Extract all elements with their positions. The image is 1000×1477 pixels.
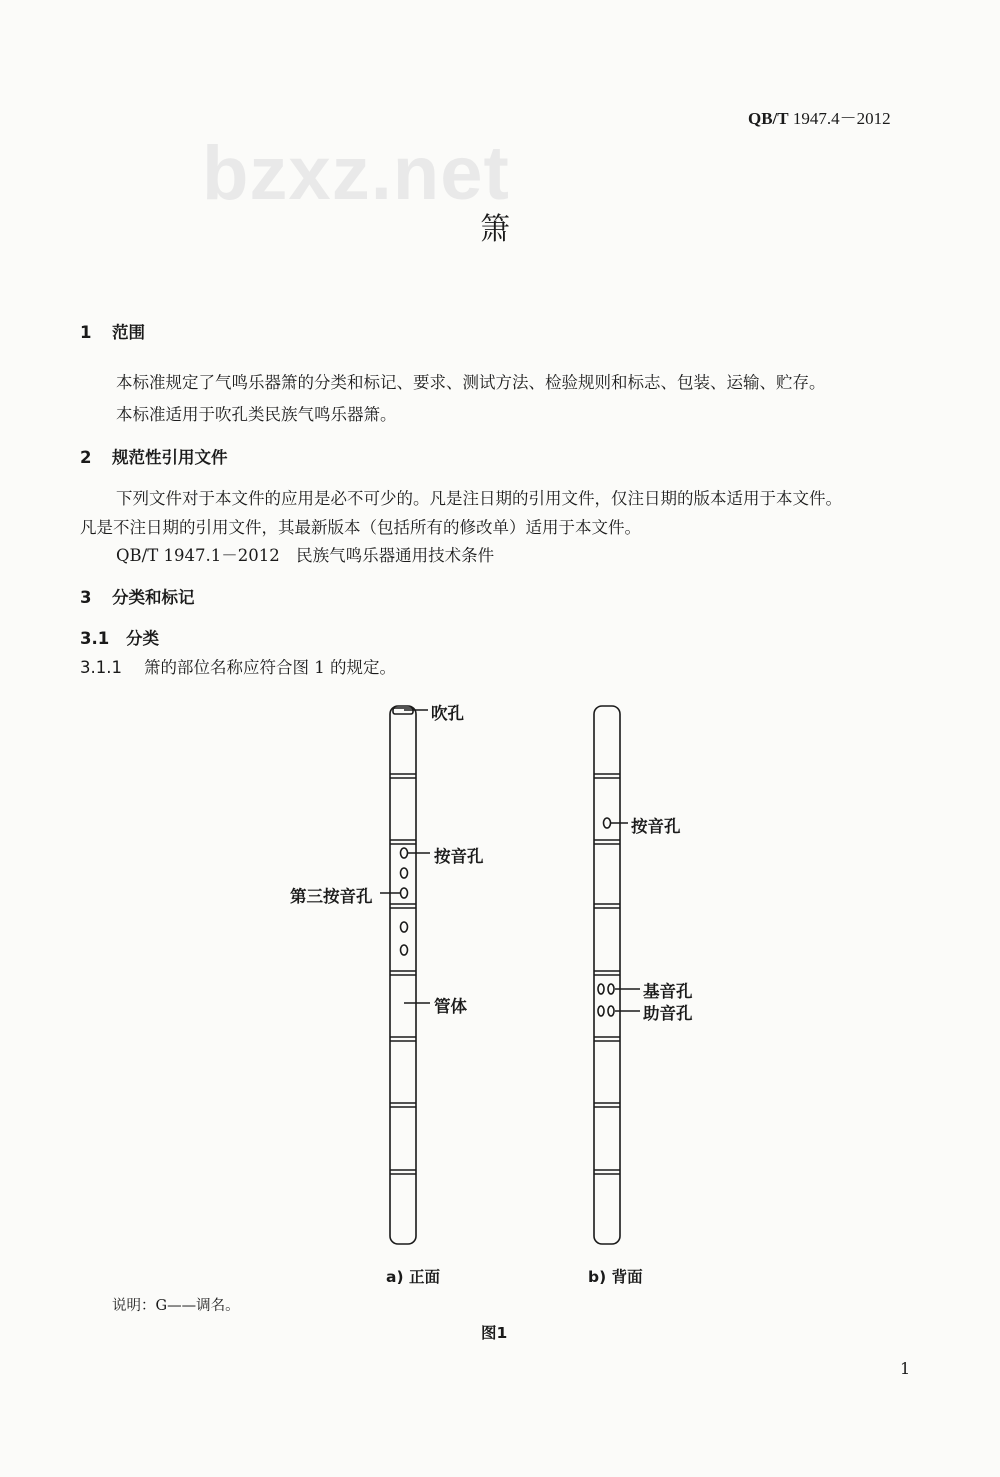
- section-3-1-heading: 3.1 分类: [80, 629, 159, 648]
- section-2-paragraph-line-1: 下列文件对于本文件的应用是必不可少的。凡是注日期的引用文件，仅注日期的版本适用于本文件。: [116, 489, 842, 508]
- caption-back-view: b) 背面: [588, 1268, 643, 1286]
- label-finger-hole-back: 按音孔: [631, 817, 681, 836]
- label-base-hole: 基音孔: [643, 982, 693, 1001]
- normative-reference: QB/T 1947.1－2012 民族气鸣乐器通用技术条件: [116, 546, 495, 565]
- label-third-finger-hole: 第三按音孔: [290, 887, 373, 906]
- watermark: bzxz.net: [202, 131, 510, 216]
- figure-title: 图1: [481, 1324, 508, 1342]
- label-tube-body: 管体: [434, 997, 467, 1016]
- section-2-heading: 2 规范性引用文件: [80, 448, 228, 467]
- caption-front-view: a) 正面: [386, 1268, 440, 1286]
- standard-code: QB/T 1947.4－2012: [748, 109, 891, 128]
- section-1-paragraph-2: 本标准适用于吹孔类民族气鸣乐器箫。: [116, 405, 397, 424]
- front-view-tube: [380, 706, 430, 1244]
- page-number: 1: [900, 1359, 911, 1378]
- clause-3-1-1: 3.1.1 箫的部位名称应符合图 1 的规定。: [80, 658, 396, 677]
- back-view-tube: [594, 706, 640, 1244]
- section-1-paragraph-1: 本标准规定了气鸣乐器箫的分类和标记、要求、测试方法、检验规则和标志、包装、运输、贮存。: [116, 373, 826, 392]
- section-3-heading: 3 分类和标记: [80, 588, 195, 607]
- section-1-heading: 1 范围: [80, 323, 145, 342]
- label-blow-hole: 吹孔: [431, 704, 464, 723]
- section-2-paragraph-line-2: 凡是不注日期的引用文件，其最新版本（包括所有的修改单）适用于本文件。: [80, 518, 641, 537]
- label-aux-hole: 助音孔: [643, 1004, 693, 1023]
- label-finger-hole-front: 按音孔: [434, 847, 484, 866]
- document-title: 箫: [480, 212, 510, 247]
- figure-note: 说明：G——调名。: [112, 1298, 240, 1314]
